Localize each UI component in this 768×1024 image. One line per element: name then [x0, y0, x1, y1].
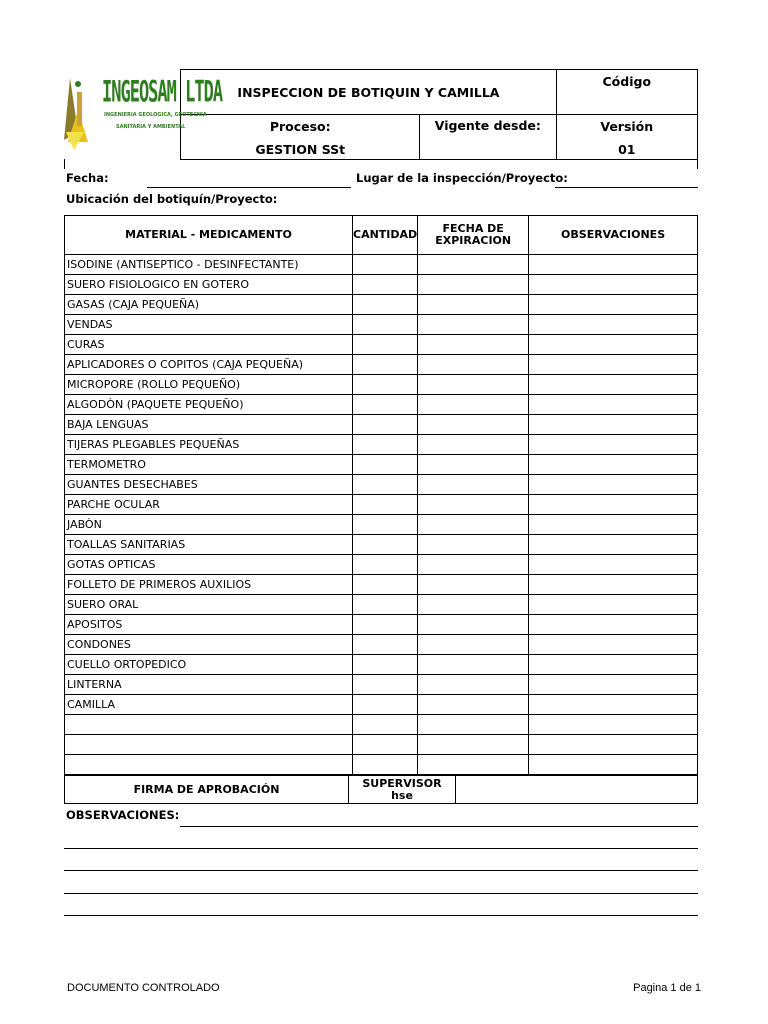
table-row [65, 255, 698, 275]
observaciones-line-5[interactable] [64, 915, 698, 916]
fecha-expiracion-cell[interactable] [418, 435, 529, 455]
material-cell: ISODINE (ANTISEPTICO - DESINFECTANTE) [65, 255, 353, 275]
table-row [65, 655, 698, 675]
cantidad-cell[interactable] [353, 255, 418, 275]
footer-right: Pagina 1 de 1 [633, 982, 701, 994]
lugar-label: Lugar de la inspección/Proyecto: [356, 171, 568, 185]
fecha-expiracion-cell[interactable] [418, 495, 529, 515]
cantidad-cell[interactable] [353, 715, 418, 735]
table-row [65, 315, 698, 335]
material-cell: CONDONES [65, 635, 353, 655]
company-logo [64, 70, 223, 160]
table-row [65, 675, 698, 695]
cantidad-cell[interactable] [353, 675, 418, 695]
observaciones-cell[interactable] [529, 515, 698, 535]
fecha-expiracion-cell[interactable] [418, 335, 529, 355]
table-row [65, 275, 698, 295]
fecha-expiracion-cell[interactable] [418, 655, 529, 675]
material-cell: GOTAS OPTICAS [65, 555, 353, 575]
cantidad-cell[interactable] [353, 475, 418, 495]
table-row [65, 635, 698, 655]
observaciones-cell[interactable] [529, 635, 698, 655]
right-tick [697, 159, 698, 169]
observaciones-line-4[interactable] [64, 893, 698, 894]
observaciones-cell[interactable] [529, 435, 698, 455]
fecha-expiracion-cell[interactable] [418, 695, 529, 715]
material-cell [65, 715, 353, 735]
proceso-cell [181, 115, 420, 160]
material-cell: TERMOMETRO [65, 455, 353, 475]
table-row [65, 595, 698, 615]
col-material: MATERIAL - MEDICAMENTO [65, 216, 353, 255]
fecha-expiracion-cell[interactable] [418, 315, 529, 335]
table-row [65, 515, 698, 535]
observaciones-cell[interactable] [529, 475, 698, 495]
material-cell [65, 755, 353, 775]
proceso-label: Proceso: [269, 119, 331, 134]
observaciones-cell[interactable] [529, 415, 698, 435]
observaciones-cell[interactable] [529, 735, 698, 755]
cantidad-cell[interactable] [353, 515, 418, 535]
observaciones-cell[interactable] [529, 455, 698, 475]
table-row [65, 435, 698, 455]
cantidad-cell[interactable] [353, 375, 418, 395]
observaciones-cell[interactable] [529, 535, 698, 555]
observaciones-line-3[interactable] [64, 870, 698, 871]
table-row [65, 355, 698, 375]
version-label: Versión [600, 119, 654, 134]
fecha-expiracion-cell[interactable] [418, 455, 529, 475]
cantidad-cell[interactable] [353, 275, 418, 295]
material-cell: PARCHE OCULAR [65, 495, 353, 515]
observaciones-line-2[interactable] [64, 848, 698, 849]
fecha-expiracion-cell[interactable] [418, 275, 529, 295]
observaciones-cell[interactable] [529, 675, 698, 695]
table-row [65, 555, 698, 575]
cantidad-cell[interactable] [353, 335, 418, 355]
cantidad-cell[interactable] [353, 535, 418, 555]
left-tick [64, 159, 65, 169]
proceso-value: GESTION SSt [255, 142, 346, 157]
cantidad-cell[interactable] [353, 295, 418, 315]
fecha-field[interactable] [147, 187, 351, 188]
fecha-expiracion-cell[interactable] [418, 515, 529, 535]
fecha-expiracion-cell[interactable] [418, 715, 529, 735]
fecha-expiracion-cell[interactable] [418, 535, 529, 555]
table-row [65, 715, 698, 735]
observaciones-cell[interactable] [529, 255, 698, 275]
cantidad-cell[interactable] [353, 615, 418, 635]
fecha-expiracion-cell[interactable] [418, 735, 529, 755]
observaciones-cell[interactable] [529, 375, 698, 395]
observaciones-cell[interactable] [529, 295, 698, 315]
table-row [65, 375, 698, 395]
table-body [65, 255, 698, 775]
observaciones-line-1[interactable] [180, 826, 698, 827]
material-cell: APOSITOS [65, 615, 353, 635]
table-row [65, 475, 698, 495]
logo-tagline-1: INGENIERIA GEOLOGICA, GEOTECNIA [104, 111, 207, 118]
material-cell: APLICADORES O COPITOS (CAJA PEQUEÑA) [65, 355, 353, 375]
observaciones-cell[interactable] [529, 395, 698, 415]
observaciones-cell[interactable] [529, 615, 698, 635]
material-cell: TIJERAS PLEGABLES PEQUEÑAS [65, 435, 353, 455]
version-value: 01 [618, 142, 636, 157]
material-cell: TOALLAS SANITARIAS [65, 535, 353, 555]
cantidad-cell[interactable] [353, 495, 418, 515]
cantidad-cell[interactable] [353, 655, 418, 675]
fecha-expiracion-cell[interactable] [418, 375, 529, 395]
cantidad-cell[interactable] [353, 575, 418, 595]
inspection-table [64, 215, 698, 775]
cantidad-cell[interactable] [353, 455, 418, 475]
vigente-label: Vigente desde: [420, 115, 556, 160]
table-row [65, 415, 698, 435]
cantidad-cell[interactable] [353, 635, 418, 655]
material-cell: JABÒN [65, 515, 353, 535]
observaciones-cell[interactable] [529, 695, 698, 715]
fecha-expiracion-cell[interactable] [418, 675, 529, 695]
logo-brand: INGEOSAM LTDA [102, 75, 223, 110]
observaciones-cell[interactable] [529, 575, 698, 595]
observaciones-cell[interactable] [529, 715, 698, 735]
observaciones-label: OBSERVACIONES: [66, 808, 180, 822]
observaciones-cell[interactable] [529, 355, 698, 375]
material-cell: FOLLETO DE PRIMEROS AUXILIOS [65, 575, 353, 595]
table-row [65, 395, 698, 415]
fecha-expiracion-cell[interactable] [418, 595, 529, 615]
table-row [65, 495, 698, 515]
table-row [65, 735, 698, 755]
fecha-expiracion-cell[interactable] [418, 575, 529, 595]
material-cell: CAMILLA [65, 695, 353, 715]
signature-field[interactable] [456, 776, 698, 804]
cantidad-cell[interactable] [353, 435, 418, 455]
material-cell [65, 735, 353, 755]
col-cantidad: CANTIDAD [353, 216, 418, 255]
fecha-expiracion-cell[interactable] [418, 355, 529, 375]
table-row [65, 535, 698, 555]
cantidad-cell[interactable] [353, 315, 418, 335]
document-header [64, 69, 698, 159]
table-row [65, 455, 698, 475]
observaciones-cell[interactable] [529, 755, 698, 775]
material-cell: BAJA LENGUAS [65, 415, 353, 435]
footer-left: DOCUMENTO CONTROLADO [67, 982, 220, 994]
observaciones-cell[interactable] [529, 315, 698, 335]
observaciones-cell[interactable] [529, 335, 698, 355]
cantidad-cell[interactable] [353, 695, 418, 715]
observaciones-cell[interactable] [529, 275, 698, 295]
material-cell: CUELLO ORTOPEDICO [65, 655, 353, 675]
fecha-expiracion-cell[interactable] [418, 415, 529, 435]
cantidad-cell[interactable] [353, 555, 418, 575]
version-cell [556, 115, 697, 160]
table-row [65, 755, 698, 775]
fecha-expiracion-cell[interactable] [418, 255, 529, 275]
cantidad-cell[interactable] [353, 415, 418, 435]
material-cell: VENDAS [65, 315, 353, 335]
fecha-expiracion-cell[interactable] [418, 755, 529, 775]
fecha-expiracion-cell[interactable] [418, 475, 529, 495]
codigo-label: Código [556, 70, 697, 115]
col-observaciones: OBSERVACIONES [529, 216, 698, 255]
table-row [65, 575, 698, 595]
ubicacion-label: Ubicación del botiquín/Proyecto: [66, 192, 278, 206]
table-row [65, 695, 698, 715]
cantidad-cell[interactable] [353, 595, 418, 615]
table-row [65, 335, 698, 355]
material-cell: CURAS [65, 335, 353, 355]
signature-table [64, 775, 698, 804]
fecha-label: Fecha: [66, 171, 109, 185]
material-cell: MICROPORE (ROLLO PEQUEÑO) [65, 375, 353, 395]
fecha-expiracion-cell[interactable] [418, 395, 529, 415]
cantidad-cell[interactable] [353, 395, 418, 415]
lugar-field[interactable] [555, 187, 698, 188]
material-cell: SUERO FISIOLOGICO EN GOTERO [65, 275, 353, 295]
logo-tagline-2: SANITARIA Y AMBIENTAL [116, 123, 186, 130]
cantidad-cell[interactable] [353, 735, 418, 755]
material-cell: ALGODÒN (PAQUETE PEQUEÑO) [65, 395, 353, 415]
fecha-expiracion-cell[interactable] [418, 295, 529, 315]
material-cell: GASAS (CAJA PEQUEÑA) [65, 295, 353, 315]
fecha-expiracion-cell[interactable] [418, 635, 529, 655]
observaciones-cell[interactable] [529, 595, 698, 615]
observaciones-cell[interactable] [529, 495, 698, 515]
material-cell: SUERO ORAL [65, 595, 353, 615]
fecha-expiracion-cell[interactable] [418, 615, 529, 635]
document-title: INSPECCION DE BOTIQUIN Y CAMILLA [181, 70, 556, 115]
supervisor-label: SUPERVISOR hse [349, 776, 456, 804]
fecha-expiracion-cell[interactable] [418, 555, 529, 575]
observaciones-cell[interactable] [529, 655, 698, 675]
table-row [65, 295, 698, 315]
material-cell: GUANTES DESECHABES [65, 475, 353, 495]
firma-label: FIRMA DE APROBACIÓN [65, 776, 349, 804]
table-row [65, 615, 698, 635]
col-fecha-expiracion: FECHA DE EXPIRACION [418, 216, 529, 255]
material-cell: LINTERNA [65, 675, 353, 695]
cantidad-cell[interactable] [353, 355, 418, 375]
observaciones-cell[interactable] [529, 555, 698, 575]
cantidad-cell[interactable] [353, 755, 418, 775]
